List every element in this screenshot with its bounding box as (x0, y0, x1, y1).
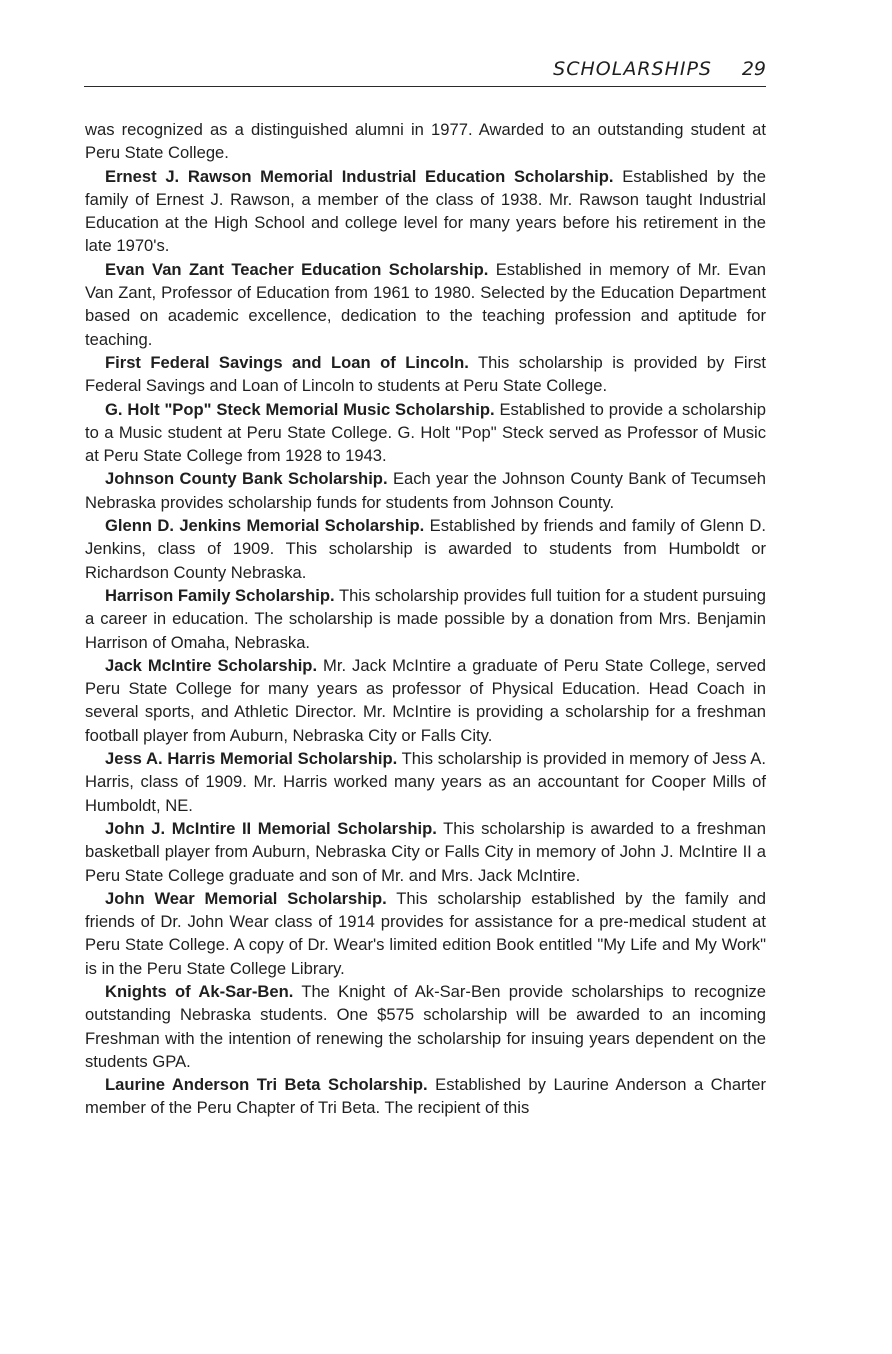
entry-text: This scholarship provides full tuition for a student pursuing a career in education. The scholarship is made possible by a donation from Mrs. Benjamin Harrison of Omaha, Nebraska. (85, 585, 766, 652)
entry-title: Johnson County Bank Scholarship. (105, 469, 388, 489)
entry-text: Mr. Jack McIntire a graduate of Peru State College, served Peru State College for many years as professor of Physical Education. Head Coach in several sports, and Athletic Director. Mr. McIntire is providing a scholarship for a freshman football player from Auburn, Nebraska City or Falls City. (85, 655, 766, 745)
scholarship-entry (85, 165, 766, 258)
scholarship-entry (85, 654, 766, 747)
scholarship-entry (85, 258, 766, 351)
entry-text: Established by Laurine Anderson a Charter member of the Peru Chapter of Tri Beta. The recipient of this (85, 1075, 767, 1118)
entry-text: Established to provide a scholarship to a Music student at Peru State College. G. Holt "Pop" Steck served as Professor of Music at Peru State College from 1928 to 1943. (85, 399, 766, 466)
entry-text: Established by the family of Ernest J. Rawson, a member of the class of 1938. Mr. Rawson taught Industrial Education at the High School and college level for many years before his retirement in the late 1970's. (85, 166, 766, 256)
scholarship-entry (85, 398, 766, 468)
scholarship-entry (85, 514, 766, 584)
page-number: 29 (741, 58, 766, 80)
entry-title: Harrison Family Scholarship. (105, 585, 335, 605)
running-title: SCHOLARSHIPS (553, 58, 712, 80)
entry-text: Each year the Johnson County Bank of Tecumseh Nebraska provides scholarship funds for students from Johnson County. (85, 469, 766, 512)
continuation-paragraph: was recognized as a distinguished alumni in 1977. Awarded to an outstanding student at Peru State College. (85, 120, 766, 163)
entry-text: Established by friends and family of Glenn D. Jenkins, class of 1909. This scholarship is awarded to students from Humboldt or Richardson County Nebraska. (85, 516, 766, 582)
scholarship-entry (85, 980, 766, 1073)
entry-text: Established in memory of Mr. Evan Van Zant, Professor of Education from 1961 to 1980. Selected by the Education Department based on academic excellence, dedication to the teaching profession and aptitude for teaching. (85, 259, 766, 349)
scholarship-entry (85, 1073, 766, 1120)
entry-title: John Wear Memorial Scholarship. (105, 888, 387, 908)
entry-text: This scholarship is awarded to a freshman basketball player from Auburn, Nebraska City or Falls City in memory of John J. McIntire II a Peru State College graduate and son of Mr. and Mrs. Jack McIntire. (85, 818, 766, 885)
entry-title: Jack McIntire Scholarship. (105, 655, 318, 675)
entry-text: This scholarship established by the family and friends of Dr. John Wear class of 1914 provides for assistance for a pre-medical student at Peru State College. A copy of Dr. Wear's limited edition Book entitled "My Life and My Work" is in the Peru State College Library. (85, 888, 766, 978)
scholarship-entry (85, 584, 766, 654)
entry-title: First Federal Savings and Loan of Lincoln. (105, 352, 469, 372)
entry-title: Laurine Anderson Tri Beta Scholarship. (105, 1075, 428, 1095)
entry-title: Ernest J. Rawson Memorial Industrial Education Scholarship. (105, 166, 614, 186)
entry-text: This scholarship is provided in memory of Jess A. Harris, class of 1909. Mr. Harris worked many years as an accountant for Cooper Mills of Humboldt, NE. (85, 749, 766, 815)
scholarship-entry (85, 817, 766, 887)
entry-title: John J. McIntire II Memorial Scholarship. (105, 818, 437, 838)
entry-title: Evan Van Zant Teacher Education Scholarship. (105, 259, 489, 279)
entry-title: Glenn D. Jenkins Memorial Scholarship. (105, 516, 425, 536)
body-text (85, 118, 766, 1120)
entry-text: This scholarship is provided by First Federal Savings and Loan of Lincoln to students at Peru State College. (85, 352, 767, 396)
entry-title: Jess A. Harris Memorial Scholarship. (105, 749, 398, 769)
scholarship-entry (85, 467, 766, 514)
page-header (84, 56, 766, 87)
entry-title: Knights of Ak-Sar-Ben. (105, 981, 294, 1001)
scholarship-entry (85, 887, 766, 980)
entry-text: The Knight of Ak-Sar-Ben provide scholarships to recognize outstanding Nebraska students. One $575 scholarship will be awarded to an incoming Freshman with the intention of renewing the scholarship for insuing years dependent on the students GPA. (85, 981, 767, 1071)
scholarship-entry (85, 747, 766, 817)
scholarship-entry (85, 351, 766, 398)
entry-title: G. Holt "Pop" Steck Memorial Music Scholarship. (105, 399, 495, 419)
